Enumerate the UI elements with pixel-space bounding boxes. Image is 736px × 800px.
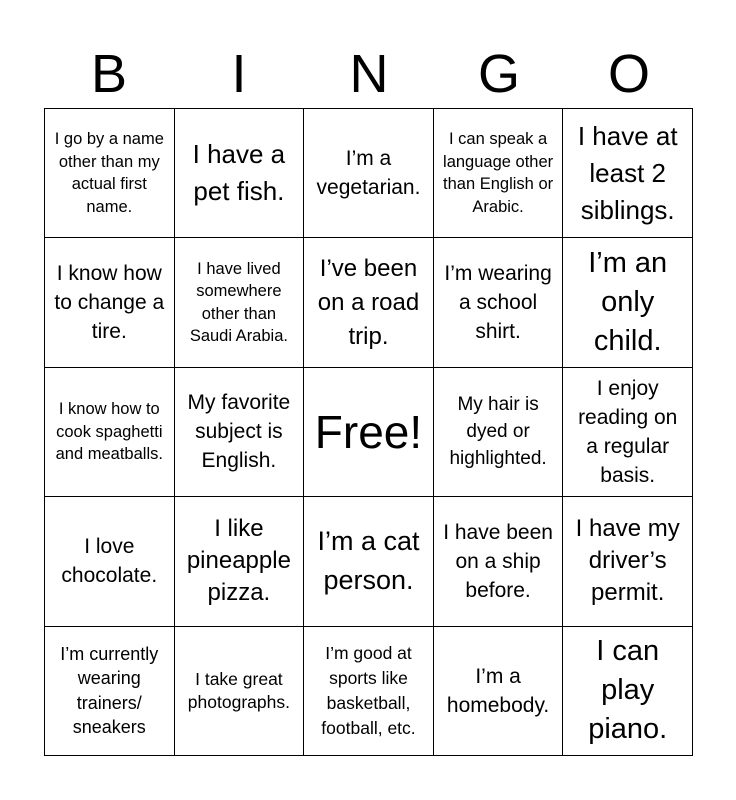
header-letter-g: G [477,44,520,104]
bingo-cell[interactable]: I’m good at sports like basketball, football, etc. [304,627,434,756]
free-cell[interactable]: Free! [304,368,434,497]
bingo-cell[interactable]: I enjoy reading on a regular basis. [563,368,693,497]
header-letter-o: O [607,44,650,104]
bingo-cell[interactable]: My favorite subject is English. [175,368,305,497]
bingo-cell[interactable]: I’m a cat person. [304,497,434,626]
header-letter-b: B [90,44,128,104]
bingo-cell[interactable]: I’m wearing a school shirt. [434,238,564,367]
bingo-cell[interactable]: I know how to cook spaghetti and meatballs. [45,368,175,497]
bingo-cell[interactable]: I’m an only child. [563,238,693,367]
bingo-header [44,40,694,108]
bingo-cell[interactable]: I take great photographs. [175,627,305,756]
bingo-cell[interactable]: I know how to change a tire. [45,238,175,367]
bingo-cell[interactable]: I can play piano. [563,627,693,756]
header-letter-i: I [231,44,247,104]
bingo-cell[interactable]: I go by a name other than my actual first name. [45,109,175,238]
bingo-cell[interactable]: I have at least 2 siblings. [563,109,693,238]
bingo-cell[interactable]: I’ve been on a road trip. [304,238,434,367]
bingo-cell[interactable]: I’m a homebody. [434,627,564,756]
bingo-cell[interactable]: My hair is dyed or highlighted. [434,368,564,497]
header-letter-n: N [349,44,389,104]
bingo-board [44,108,693,756]
bingo-cell[interactable]: I love chocolate. [45,497,175,626]
bingo-cell[interactable]: I have lived somewhere other than Saudi Arabia. [175,238,305,367]
bingo-cell[interactable]: I have a pet fish. [175,109,305,238]
bingo-cell[interactable]: I have been on a ship before. [434,497,564,626]
bingo-cell[interactable]: I’m a vegetarian. [304,109,434,238]
bingo-cell[interactable]: I have my driver’s permit. [563,497,693,626]
bingo-cell[interactable]: I’m currently wearing trainers/ sneakers [45,627,175,756]
bingo-cell[interactable]: I can speak a language other than English or Arabic. [434,109,564,238]
bingo-cell[interactable]: I like pineapple pizza. [175,497,305,626]
